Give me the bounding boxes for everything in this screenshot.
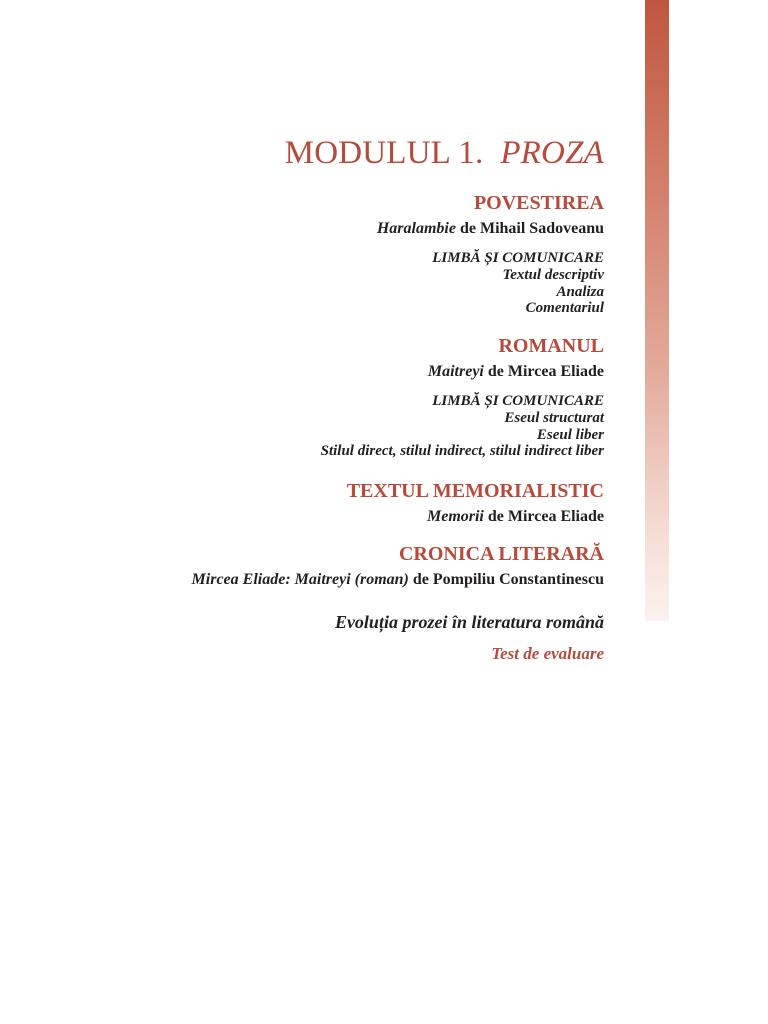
- language-communication-block: [44, 393, 604, 460]
- section-romanul: [44, 334, 604, 460]
- section-title: CRONICA LITERARĂ: [398, 543, 604, 565]
- lc-item: Eseul structurat: [504, 410, 604, 426]
- work-reference: [44, 507, 604, 526]
- work-author: de Mircea Eliade: [487, 363, 604, 380]
- work-author: de Mircea Eliade: [487, 508, 604, 525]
- section-povestirea: [44, 191, 604, 317]
- language-communication-heading: LIMBĂ ȘI COMUNICARE: [432, 393, 604, 409]
- work-author: de Mihail Sadoveanu: [459, 220, 604, 237]
- section-textul-memorialistic: [44, 479, 604, 526]
- module-name: PROZA: [500, 135, 604, 171]
- evaluation-test: Test de evaluare: [491, 644, 604, 663]
- lc-item: Stilul direct, stilul indirect, stilul indirect liber: [320, 443, 604, 459]
- work-author: de Pompiliu Constantinescu: [412, 571, 604, 588]
- work-title: Memorii: [426, 508, 484, 525]
- lc-item: Textul descriptiv: [502, 267, 604, 283]
- work-reference: [44, 570, 604, 589]
- lc-item: Analiza: [556, 283, 604, 300]
- work-title: Haralambie: [376, 220, 456, 237]
- section-cronica-literara: [44, 542, 604, 589]
- lc-item: Comentariul: [525, 300, 604, 316]
- language-communication-heading: LIMBĂ ȘI COMUNICARE: [432, 250, 604, 266]
- section-title: POVESTIREA: [473, 192, 604, 214]
- work-reference: [44, 219, 604, 238]
- work-reference: [44, 362, 604, 381]
- language-communication-block: [44, 250, 604, 317]
- work-title: Maitreyi: [427, 363, 484, 380]
- section-title: TEXTUL MEMORIALISTIC: [346, 480, 604, 502]
- module-title: [285, 135, 604, 172]
- module-number: MODULUL 1.: [284, 135, 484, 171]
- section-title: ROMANUL: [498, 335, 604, 357]
- work-title: Mircea Eliade: Maitreyi (roman): [191, 571, 409, 588]
- decorative-side-bar: [645, 0, 669, 621]
- lc-item: Eseul liber: [536, 426, 604, 443]
- evolution-heading: Evoluția prozei în literatura română: [334, 612, 604, 632]
